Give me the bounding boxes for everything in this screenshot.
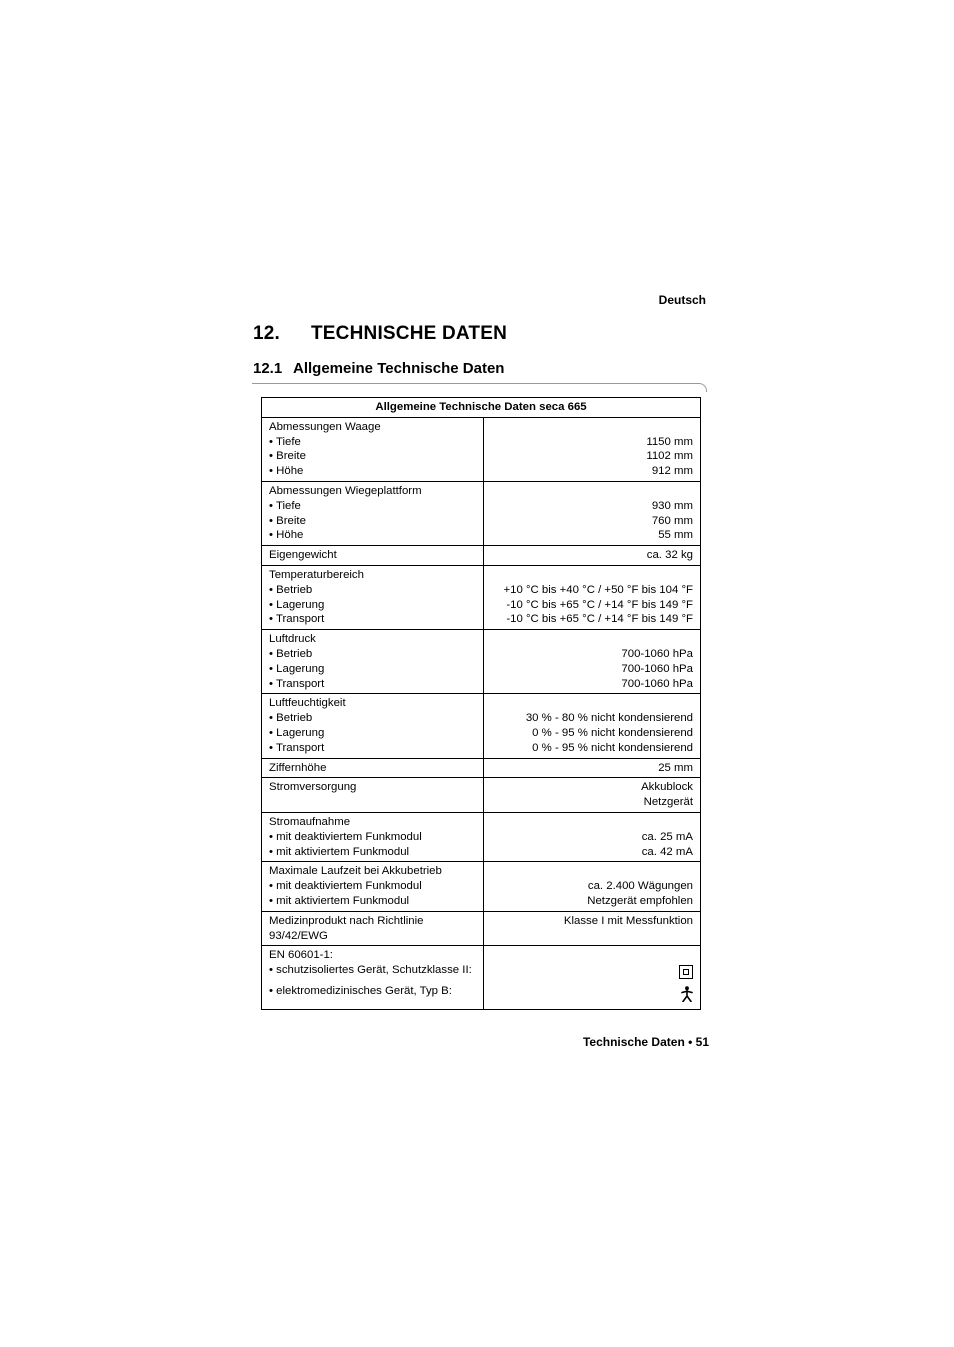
spec-value [491,815,693,830]
table-row [262,417,701,481]
spec-label-cell [262,417,484,481]
language-label: Deutsch [658,293,706,307]
spec-sublabel: • mit aktiviertem Funkmodul [269,894,410,907]
spec-sublabel: • Transport [269,677,325,690]
section-heading [253,360,504,377]
spec-value: Netzgerät [643,796,693,809]
spec-label: EN 60601-1: [269,949,333,962]
spec-label-cell [262,630,484,694]
table-row [262,812,701,861]
spec-label: Medizinprodukt nach Richtlinie [269,914,424,927]
spec-value: Netzgerät empfohlen [587,894,693,907]
spec-sublabel: • mit deaktiviertem Funkmodul [269,880,422,893]
spec-value: Akkublock [641,781,693,794]
spec-sublabel: • Transport [269,741,325,754]
spec-sublabel: • Breite [269,514,306,527]
spec-value-cell [484,546,701,566]
spec-value-cell [484,911,701,946]
table-row [262,778,701,813]
spec-value-cell [484,812,701,861]
section-number: 12.1 [253,360,283,377]
spec-value [491,632,693,647]
spec-label-cell [262,546,484,566]
spec-sublabel: • Tiefe [269,435,301,448]
spec-value [491,420,693,435]
spec-label-cell [262,481,484,545]
chapter-number: 12. [253,323,281,344]
spec-label: Stromversorgung [269,781,357,794]
spec-value: 25 mm [658,761,693,774]
section-divider [252,383,700,384]
spec-value: -10 °C bis +65 °C / +14 °F bis 149 °F [506,613,693,626]
table-row [262,911,701,946]
spec-label: Maximale Laufzeit bei Akkubetrieb [269,865,442,878]
table-row [262,565,701,629]
spec-value-cell [484,778,701,813]
section-divider-corner [698,383,707,392]
spec-label: Abmessungen Wiegeplattform [269,484,422,497]
type-b-applied-part-icon [491,986,693,1007]
table-row [262,862,701,911]
spec-sublabel: • Tiefe [269,499,301,512]
chapter-heading [253,323,507,345]
spec-sublabel: • elektromedizinisches Gerät, Typ B: [269,984,452,997]
spec-value: +10 °C bis +40 °C / +50 °F bis 104 °F [503,583,693,596]
spec-label: Temperaturbereich [269,568,364,581]
spec-value [491,484,693,499]
spec-sublabel: • Betrieb [269,647,313,660]
protection-class-ii-icon [491,963,693,984]
spec-value: 700-1060 hPa [621,647,693,660]
table-row [262,694,701,758]
spec-label-cell [262,911,484,946]
spec-value [491,568,693,583]
table-caption: Allgemeine Technische Daten seca 665 [262,398,701,418]
spec-value-cell [484,758,701,778]
spec-label-cell [262,565,484,629]
spec-sublabel: • Höhe [269,529,304,542]
spec-label-cell [262,758,484,778]
spec-value: Klasse I mit Messfunktion [563,914,693,927]
spec-sublabel: • Lagerung [269,662,325,675]
chapter-title: TECHNISCHE DATEN [311,323,508,344]
spec-value: ca. 42 mA [641,845,693,858]
table-row [262,946,701,1009]
spec-value: 1150 mm [646,435,693,448]
spec-value-cell [484,694,701,758]
spec-sublabel: • Betrieb [269,712,313,725]
table-row [262,481,701,545]
spec-sublabel: • mit deaktiviertem Funkmodul [269,830,422,843]
spec-label: Luftdruck [269,633,316,646]
spec-value: ca. 2.400 Wägungen [587,880,693,893]
spec-sublabel: • Breite [269,450,306,463]
spec-value: 930 mm [651,499,693,512]
spec-label: Stromaufnahme [269,815,351,828]
spec-sublabel: • Höhe [269,465,304,478]
spec-value: -10 °C bis +65 °C / +14 °F bis 149 °F [506,598,693,611]
spec-sublabel: • Lagerung [269,726,325,739]
spec-sublabel: • Transport [269,613,325,626]
spec-value: 0 % - 95 % nicht kondensierend [532,726,693,739]
spec-value-cell [484,481,701,545]
spec-value-cell [484,565,701,629]
table-row [262,758,701,778]
spec-label-cell [262,778,484,813]
technical-data-table [261,397,701,1010]
section-title: Allgemeine Technische Daten [293,360,505,377]
spec-value-cell [484,417,701,481]
spec-value-cell [484,630,701,694]
spec-label-cell [262,694,484,758]
spec-label: Luftfeuchtigkeit [269,697,346,710]
spec-value: 760 mm [651,514,693,527]
spec-label: Abmessungen Waage [269,420,381,433]
spec-value: 0 % - 95 % nicht kondensierend [532,741,693,754]
spec-label-cell [262,812,484,861]
table-body [262,417,701,1009]
spec-value-cell [484,946,701,1009]
spec-sublabel: • Lagerung [269,598,325,611]
spec-value: 30 % - 80 % nicht kondensierend [525,712,693,725]
spec-value: ca. 25 mA [641,830,693,843]
spec-value: 1102 mm [646,450,693,463]
spec-value: ca. 32 kg [646,549,693,562]
spec-value [491,696,693,711]
spec-value: 55 mm [658,529,693,542]
table-row [262,546,701,566]
spec-value-cell [484,862,701,911]
spec-sublabel: 93/42/EWG [269,929,328,942]
spec-value: 700-1060 hPa [621,662,693,675]
spec-sublabel: • mit aktiviertem Funkmodul [269,845,410,858]
table-caption-row [262,398,701,418]
spec-value [491,864,693,879]
spec-sublabel: • Betrieb [269,583,313,596]
spec-label-cell [262,946,484,1009]
spec-value: 700-1060 hPa [621,677,693,690]
spec-value: 912 mm [651,465,693,478]
spec-sublabel: • schutzisoliertes Gerät, Schutzklasse II: [269,964,472,977]
spec-label-cell [262,862,484,911]
spacer [491,948,693,963]
page-footer: Technische Daten • 51 [582,1035,709,1049]
table-row [262,630,701,694]
spec-label: Ziffernhöhe [269,761,327,774]
spec-label: Eigengewicht [269,549,337,562]
